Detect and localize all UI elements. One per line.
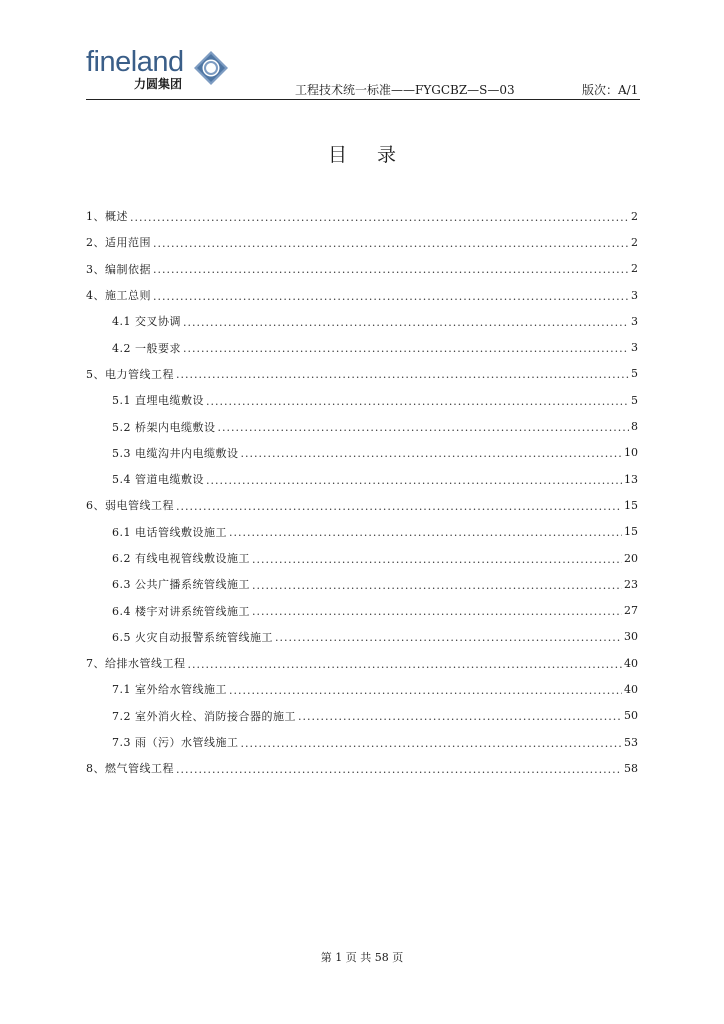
toc-entry-page: 20 [624,551,638,565]
toc-entry-label: 6.2 有线电视管线敷设施工 [112,552,250,565]
toc-entry-label: 7.1 室外给水管线施工 [112,683,227,697]
toc-leader-dots [252,579,622,592]
toc-entry-page: 8 [631,420,638,434]
toc-entry-label: 5、电力管线工程 [86,367,174,381]
logo-wordmark: fineland [86,46,184,78]
toc-entry-label: 4.2 一般要求 [112,341,181,355]
toc-entry-page: 50 [624,709,638,723]
toc-entry-label: 5.4 管道电缆敷设 [112,473,204,487]
toc-leader-dots [241,447,623,460]
page-footer: 第 1 页 共 58 页 [320,951,404,964]
table-of-contents [86,203,638,782]
header-divider [86,99,640,100]
toc-leader-dots [130,211,629,224]
toc-entry[interactable] [86,519,638,545]
toc-entry-page: 53 [624,735,638,749]
toc-entry-label: 7.2 室外消火栓、消防接合器的施工 [112,709,296,723]
toc-entry-page: 58 [624,761,638,775]
toc-entry[interactable] [86,545,638,571]
toc-entry[interactable] [86,413,638,439]
logo-diamond-icon [193,50,229,86]
toc-leader-dots [188,658,623,671]
toc-entry-label: 2、适用范围 [86,236,151,250]
toc-entry[interactable] [86,492,638,518]
logo-chinese-name: 力圆集团 [134,77,183,91]
toc-leader-dots [153,263,629,276]
toc-entry-page: 40 [624,682,638,696]
toc-entry-page: 30 [624,630,638,644]
toc-entry-page: 23 [624,577,638,591]
toc-entry[interactable] [86,308,638,334]
toc-leader-dots [252,605,622,618]
toc-entry-label: 7.3 雨（污）水管线施工 [112,736,239,750]
document-version: 版次：A/1 [582,83,639,97]
toc-entry[interactable] [86,203,638,229]
toc-entry[interactable] [86,361,638,387]
toc-entry[interactable] [86,729,638,755]
toc-entry-page: 10 [624,446,638,460]
toc-leader-dots [275,631,622,644]
toc-entry[interactable] [86,755,638,781]
toc-entry-page: 13 [624,472,638,486]
toc-leader-dots [153,237,629,250]
toc-leader-dots [206,474,622,487]
toc-entry-label: 8、燃气管线工程 [86,762,174,776]
toc-entry[interactable] [86,650,638,676]
toc-leader-dots [229,684,622,697]
toc-entry-label: 5.3 电缆沟井内电缆敷设 [112,446,239,460]
toc-entry-page: 40 [624,656,638,670]
toc-leader-dots [153,290,629,303]
toc-entry-page: 3 [631,341,638,355]
toc-entry[interactable] [86,571,638,597]
toc-entry[interactable] [86,387,638,413]
toc-entry[interactable] [86,282,638,308]
toc-leader-dots [176,763,622,776]
toc-entry-page: 5 [631,367,638,381]
toc-entry[interactable] [86,676,638,702]
toc-entry-label: 6.5 火灾自动报警系统管线施工 [112,630,273,644]
toc-entry-page: 5 [631,393,638,407]
toc-leader-dots [218,421,630,434]
toc-entry-page: 3 [631,314,638,328]
toc-leader-dots [176,368,629,381]
toc-entry-page: 27 [624,604,638,618]
toc-leader-dots [229,526,622,539]
toc-entry[interactable] [86,624,638,650]
toc-entry-label: 3、编制依据 [86,262,151,276]
toc-entry[interactable] [86,703,638,729]
company-logo [86,46,236,106]
document-standard-code: 工程技术统一标准——FYGCBZ—S—03 [295,83,515,97]
toc-leader-dots [252,553,622,566]
toc-entry-label: 5.1 直埋电缆敷设 [112,394,204,408]
toc-entry-page: 2 [631,262,638,276]
toc-entry-label: 4、施工总则 [86,289,151,303]
toc-leader-dots [183,316,629,329]
toc-entry-label: 4.1 交叉协调 [112,315,181,329]
toc-leader-dots [298,710,622,723]
toc-entry[interactable] [86,229,638,255]
toc-entry-label: 6.3 公共广播系统管线施工 [112,578,250,592]
toc-entry-label: 1、概述 [86,210,128,224]
toc-leader-dots [183,342,629,355]
toc-entry-page: 2 [631,209,638,223]
toc-entry-label: 6.4 楼宇对讲系统管线施工 [112,604,250,618]
page-title: 目录 [327,144,426,166]
toc-leader-dots [176,500,622,513]
toc-entry[interactable] [86,466,638,492]
toc-entry[interactable] [86,440,638,466]
toc-entry[interactable] [86,334,638,360]
toc-leader-dots [206,395,629,408]
toc-entry[interactable] [86,256,638,282]
toc-entry[interactable] [86,597,638,623]
toc-leader-dots [241,737,623,750]
toc-entry-label: 7、给排水管线工程 [86,657,186,671]
toc-entry-page: 2 [631,235,638,249]
toc-entry-label: 5.2 桥架内电缆敷设 [112,420,216,434]
toc-entry-page: 3 [631,288,638,302]
toc-entry-label: 6、弱电管线工程 [86,499,174,513]
toc-entry-page: 15 [624,498,638,512]
toc-entry-page: 15 [624,525,638,539]
toc-entry-label: 6.1 电话管线敷设施工 [112,525,227,539]
